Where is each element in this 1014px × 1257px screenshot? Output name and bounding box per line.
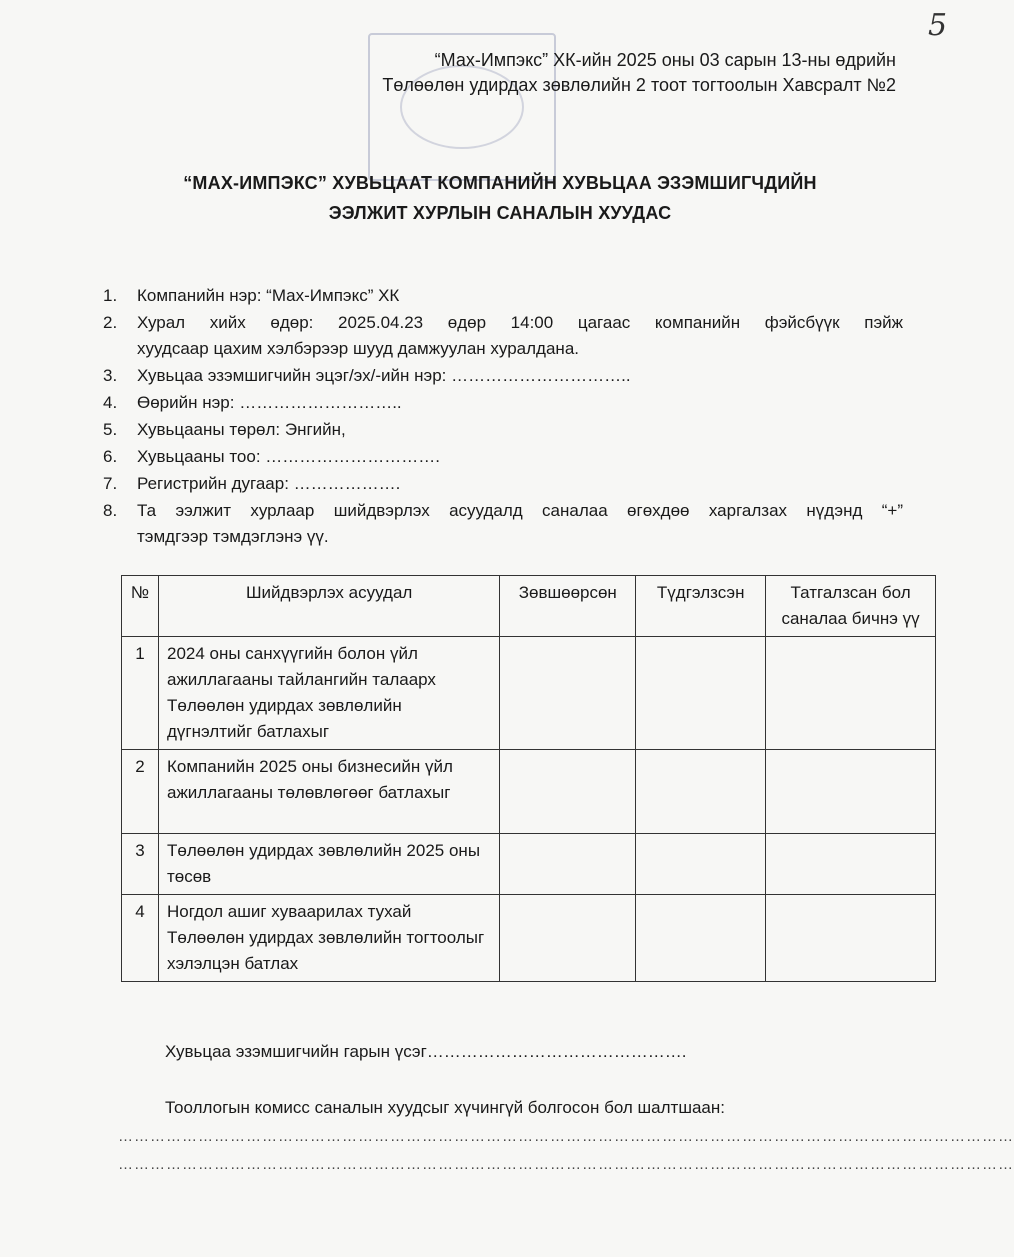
table-row — [122, 895, 936, 982]
issue-cell: Компанийн 2025 оны бизнесийн үйл ажиллагааны төлөвлөгөөг батлахыг — [158, 750, 499, 834]
row-number: 4 — [122, 895, 159, 982]
item-number: 4. — [103, 393, 118, 412]
list-item — [103, 310, 903, 362]
row-number: 2 — [122, 750, 159, 834]
register-number-field[interactable]: Регистрийн дугаар: ………………. — [137, 474, 401, 493]
commission-reason-line-1[interactable]: …………………………………………………………………………………………………………………………………………………… — [118, 1128, 1014, 1145]
issue-cell: Ногдол ашиг хуваарилах тухай Төлөөлөн удирдах зөвлөлийн тогтоолыг хэлэлцэн батлах — [158, 895, 499, 982]
reference-line-2: Төлөөлөн удирдах зөвлөлийн 2 тоот тогтоолын Хавсралт №2 — [382, 75, 896, 95]
instruction-line-b: тэмдгээр тэмдэглэнэ үү. — [137, 527, 329, 546]
approve-cell[interactable] — [500, 750, 636, 834]
col-header-reject: Татгалзсан бол саналаа бичнэ үү — [766, 576, 936, 637]
reject-cell[interactable] — [766, 895, 936, 982]
list-item — [103, 390, 903, 416]
abstain-cell[interactable] — [636, 637, 766, 750]
share-type-field: Хувьцааны төрөл: Энгийн, — [137, 420, 346, 439]
commission-note-label: Тооллогын комисс саналын хуудсыг хүчингүй болгосон бол шалтшаан: — [165, 1098, 725, 1117]
meeting-date-line-a: Хурал хийх өдөр: 2025.04.23 өдөр 14:00 цагаас компанийн фэйсбүүк пэйж — [137, 313, 903, 332]
col-header-number: № — [122, 576, 159, 637]
col-header-issue: Шийдвэрлэх асуудал — [158, 576, 499, 637]
approve-cell[interactable] — [500, 834, 636, 895]
share-count-field[interactable]: Хувьцааны тоо: …………………………. — [137, 447, 441, 466]
instruction-line-a: Та ээлжит хурлаар шийдвэрлэх асуудалд саналаа өгөхдөө харгалзах нүдэнд “+” — [137, 501, 903, 520]
table-row — [122, 750, 936, 834]
abstain-cell[interactable] — [636, 834, 766, 895]
list-item — [103, 498, 903, 550]
abstain-cell[interactable] — [636, 750, 766, 834]
company-name-field: Компанийн нэр: “Мах-Импэкс” ХК — [137, 286, 400, 305]
approve-cell[interactable] — [500, 895, 636, 982]
document-reference — [382, 48, 896, 98]
item-number: 6. — [103, 447, 118, 466]
item-number: 3. — [103, 366, 118, 385]
table-row — [122, 637, 936, 750]
own-name-field[interactable]: Өөрийн нэр: ……………………….. — [137, 393, 402, 412]
list-item — [103, 363, 903, 389]
title-line-1: “МАХ-ИМПЭКС” ХУВЬЦААТ КОМПАНИЙН ХУВЬЦАА ЭЗЭМШИГЧДИЙН — [183, 173, 817, 193]
approve-cell[interactable] — [500, 637, 636, 750]
list-item — [103, 283, 903, 309]
document-title — [0, 168, 1000, 228]
item-number: 1. — [103, 286, 118, 305]
issue-cell: 2024 оны санхүүгийн болон үйл ажиллагааны тайлангийн талаарх Төлөөлөн удирдах зөвлөлийн дүгнэлтийг батлахыг — [158, 637, 499, 750]
table-header-row — [122, 576, 936, 637]
list-item — [103, 417, 903, 443]
item-number: 5. — [103, 420, 118, 439]
reject-cell[interactable] — [766, 750, 936, 834]
voting-table — [121, 575, 936, 982]
shareholder-signature-field[interactable]: Хувьцаа эзэмшигчийн гарын үсэг………………………………………. — [165, 1042, 687, 1061]
row-number: 1 — [122, 637, 159, 750]
commission-reason-line-2[interactable]: …………………………………………………………………………………………………………………………………………………… — [118, 1156, 1014, 1173]
parent-name-field[interactable]: Хувьцаа эзэмшигчийн эцэг/эх/-ийн нэр: ………………………….. — [137, 366, 631, 385]
list-item — [103, 471, 903, 497]
title-line-2: ЭЭЛЖИТ ХУРЛЫН САНАЛЫН ХУУДАС — [328, 203, 672, 223]
item-number: 7. — [103, 474, 118, 493]
row-number: 3 — [122, 834, 159, 895]
reject-cell[interactable] — [766, 834, 936, 895]
col-header-approve: Зөвшөөрсөн — [500, 576, 636, 637]
page-number: 5 — [928, 8, 948, 43]
reject-cell[interactable] — [766, 637, 936, 750]
item-number: 8. — [103, 501, 118, 520]
list-item — [103, 444, 903, 470]
reference-line-1: “Мах-Импэкс” ХК-ийн 2025 оны 03 сарын 13-ны өдрийн — [434, 50, 896, 70]
item-number: 2. — [103, 313, 118, 332]
abstain-cell[interactable] — [636, 895, 766, 982]
col-header-abstain: Түдгэлзсэн — [636, 576, 766, 637]
table-row — [122, 834, 936, 895]
meeting-date-line-b: хуудсаар цахим хэлбэрээр шууд дамжуулан хуралдана. — [137, 339, 579, 358]
issue-cell: Төлөөлөн удирдах зөвлөлийн 2025 оны төсөв — [158, 834, 499, 895]
info-list — [103, 283, 903, 551]
